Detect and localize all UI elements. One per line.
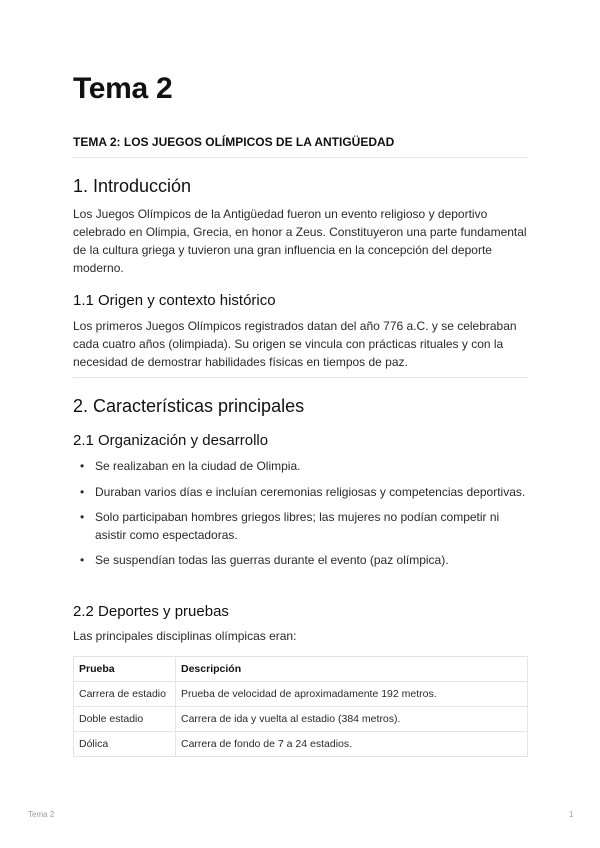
divider	[73, 157, 528, 158]
list-item: • Duraban varios días e incluían ceremonias religiosas y competencias deportivas.	[73, 484, 528, 502]
divider	[73, 377, 528, 378]
table-cell: Carrera de ida y vuelta al estadio (384 metros).	[176, 707, 528, 732]
table-cell: Carrera de fondo de 7 a 24 estadios.	[176, 732, 528, 757]
bullet-icon: •	[80, 510, 85, 524]
section-1-heading: 1. Introducción	[73, 176, 192, 196]
subsection-1-1-heading: 1.1 Origen y contexto histórico	[73, 292, 276, 309]
table-cell: Dólica	[74, 732, 176, 757]
table-cell: Prueba de velocidad de aproximadamente 192 metros.	[176, 682, 528, 707]
bullet-icon: •	[80, 459, 85, 473]
organization-list	[73, 458, 528, 578]
document-subtitle: TEMA 2: LOS JUEGOS OLÍMPICOS DE LA ANTIGÜEDAD	[73, 135, 395, 149]
list-item: • Se suspendían todas las guerras durante el evento (paz olímpica).	[73, 552, 528, 570]
bullet-icon: •	[80, 484, 85, 499]
subsection-2-1-heading: 2.1 Organización y desarrollo	[73, 432, 269, 449]
table-row	[74, 682, 528, 707]
table-cell: Doble estadio	[74, 707, 176, 732]
list-item: • Solo participaban hombres griegos libres; las mujeres no podían competir ni asistir como espectadoras.	[80, 510, 500, 542]
table-header-row	[74, 657, 528, 682]
list-item: • Se realizaban en la ciudad de Olimpia.	[73, 458, 528, 476]
sports-table	[73, 656, 528, 757]
subsection-1-1-paragraph: Los primeros Juegos Olímpicos registrados datan del año 776 a.C. y se celebraban cada cuatro años (olimpiada). Su origen se vincula con prácticas rituales y con la necesidad de demostrar habilidades físicas en tiempos de paz.	[73, 319, 517, 369]
page-number: 1	[569, 810, 574, 819]
section-2-heading: 2. Características principales	[73, 396, 305, 416]
table-header-cell: Descripción	[176, 657, 528, 682]
section-1-paragraph: Los Juegos Olímpicos de la Antigüedad fueron un evento religioso y deportivo celebrado en Olimpia, Grecia, en honor a Zeus. Constituyeron una parte fundamental de la cultura griega y tuvieron una gran influencia en la concepción del deporte moderno.	[73, 207, 527, 275]
bullet-icon: •	[80, 553, 85, 567]
subsection-2-2-intro: Las principales disciplinas olímpicas eran:	[73, 629, 297, 643]
table-cell: Carrera de estadio	[74, 682, 176, 707]
table-row	[74, 707, 528, 732]
table-header-cell: Prueba	[74, 657, 176, 682]
table-row	[74, 732, 528, 757]
subsection-2-2-heading: 2.2 Deportes y pruebas	[73, 603, 229, 620]
footer-title: Tema 2	[28, 810, 55, 819]
page-title: Tema 2	[73, 72, 173, 105]
